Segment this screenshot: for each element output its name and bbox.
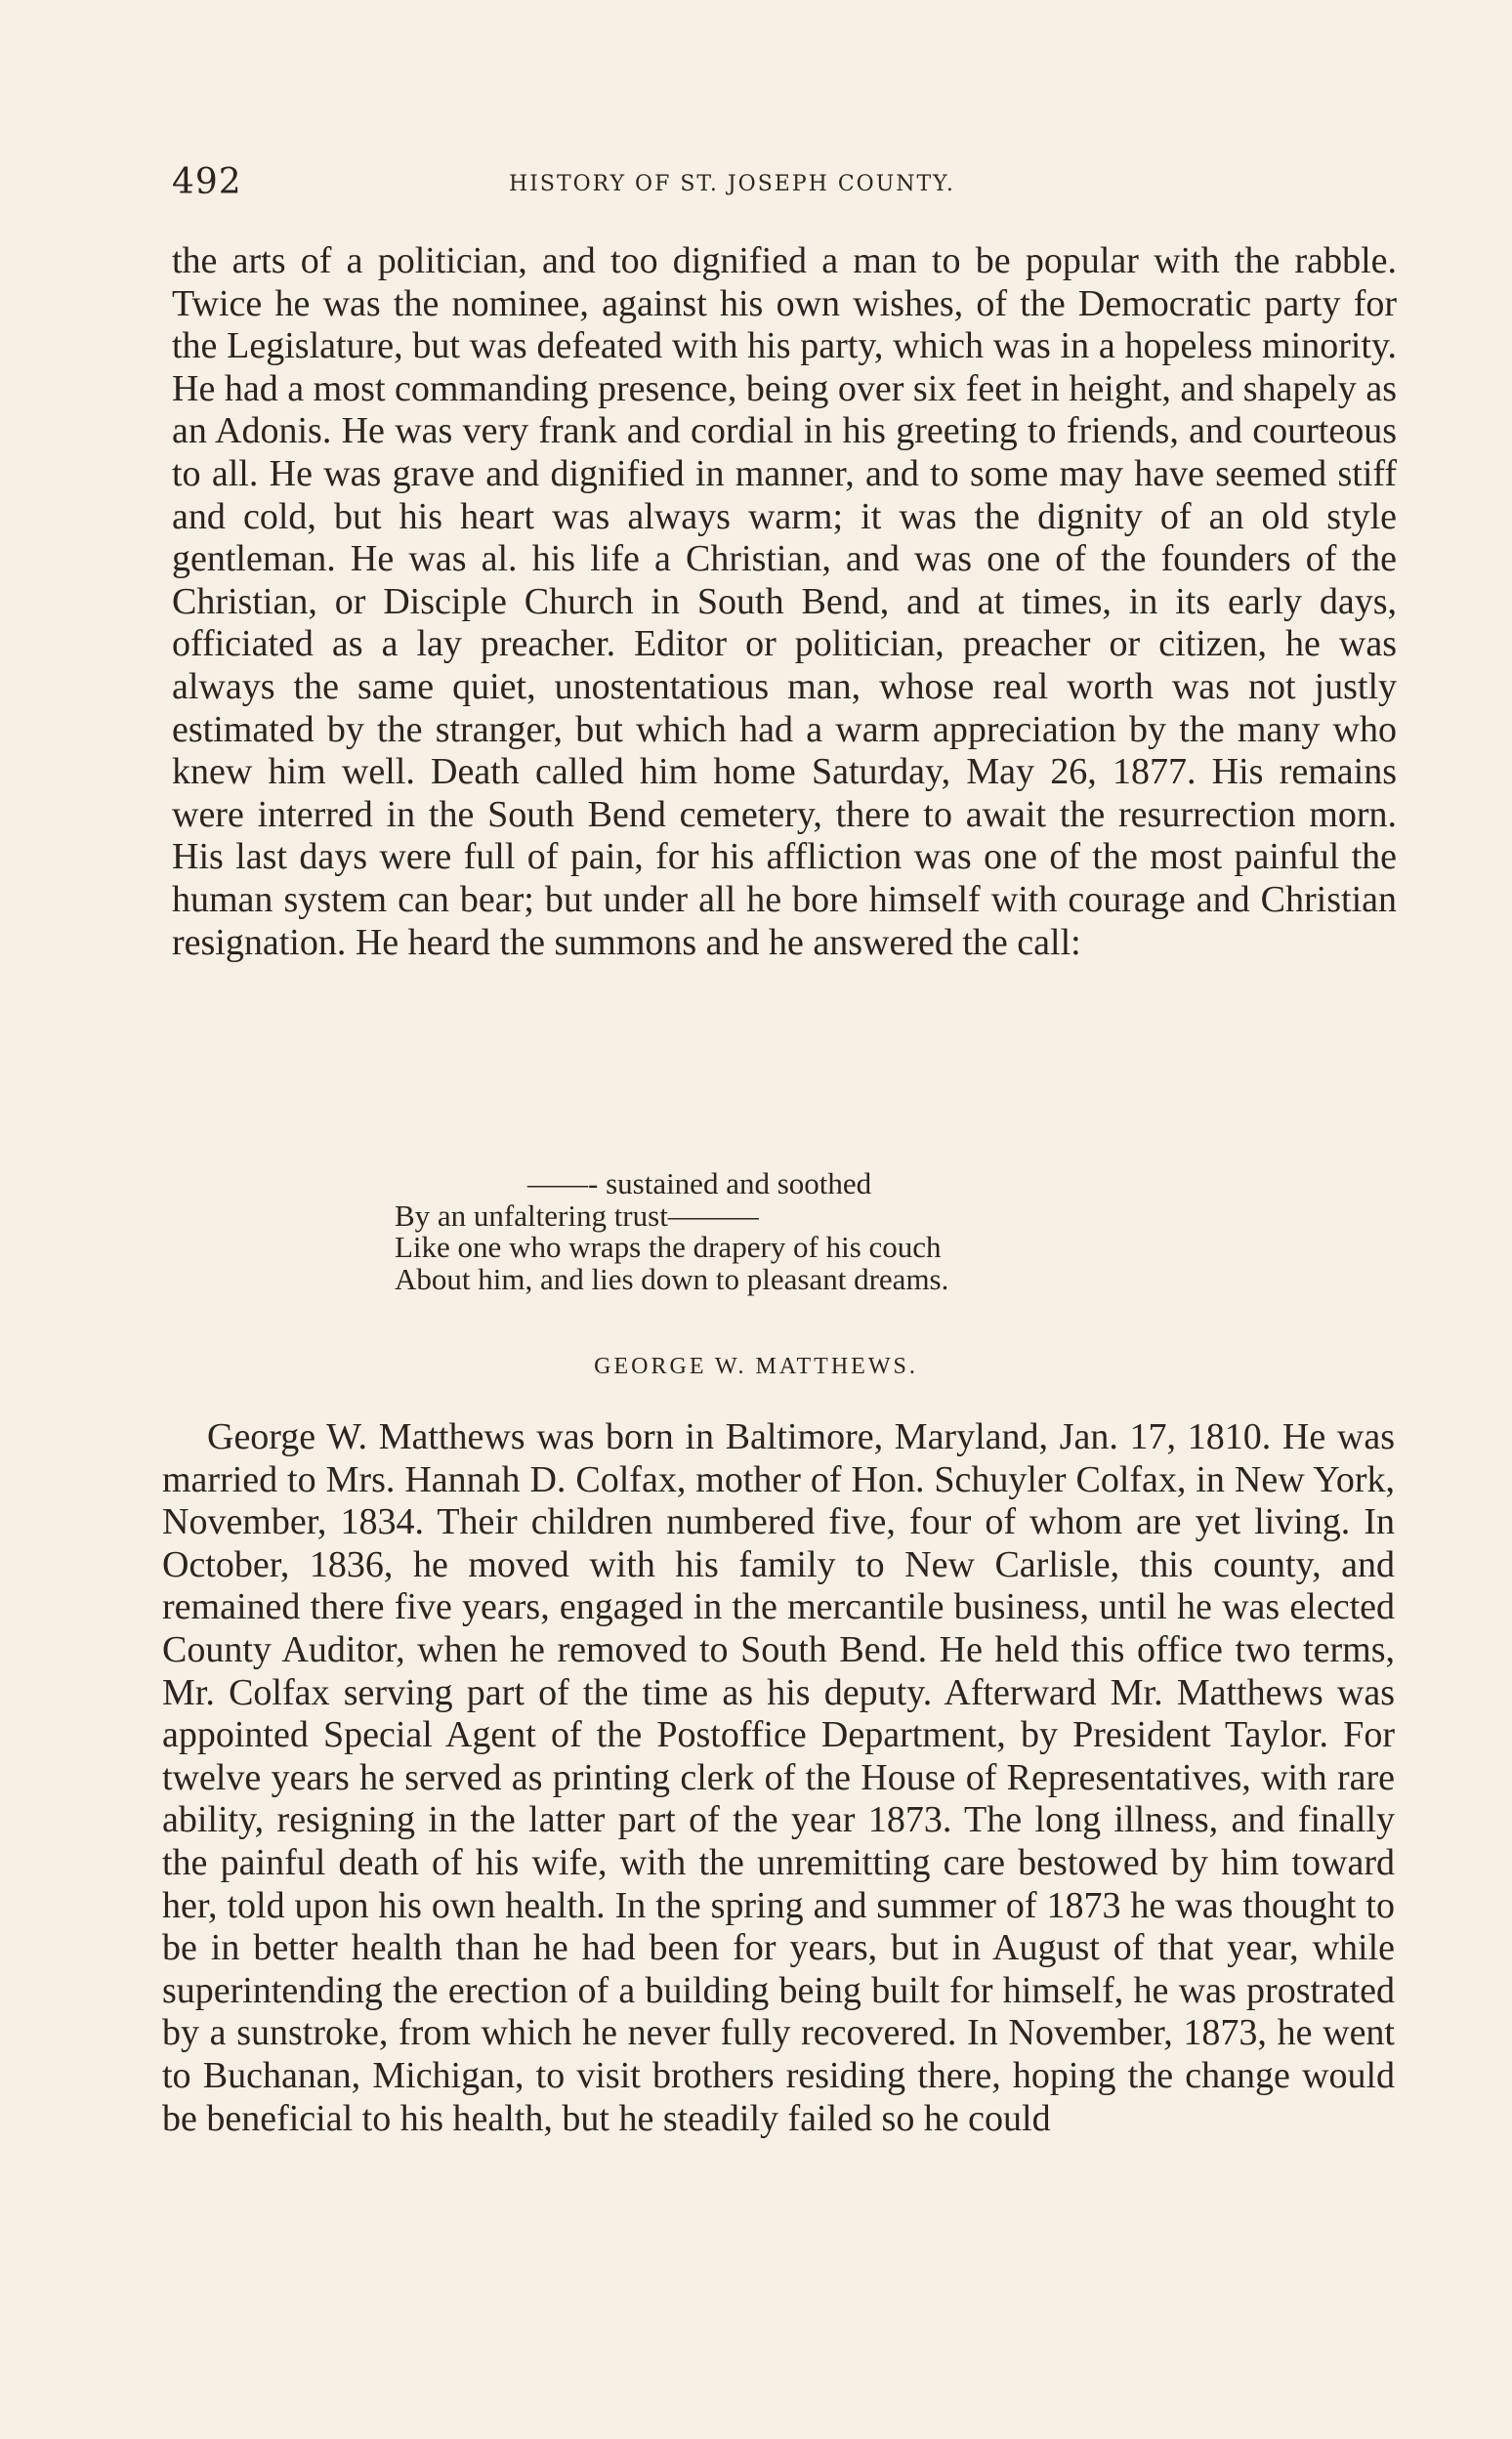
poem-quotation bbox=[395, 1168, 1098, 1295]
poem-line: By an unfaltering trust——— bbox=[395, 1198, 759, 1233]
page-number: 492 bbox=[172, 162, 242, 202]
running-title: HISTORY OF ST. JOSEPH COUNTY. bbox=[509, 172, 955, 196]
poem-line: About him, and lies down to pleasant dreams. bbox=[395, 1261, 949, 1296]
section-heading: GEORGE W. MATTHEWS. bbox=[594, 1354, 918, 1379]
page-header bbox=[172, 162, 1393, 205]
poem-line: Like one who wraps the drapery of his couch bbox=[395, 1230, 942, 1264]
poem-line: ——- sustained and soothed bbox=[527, 1166, 872, 1200]
body-paragraph-2: George W. Matthews was born in Baltimore, Maryland, Jan. 17, 1810. He was married to Mrs. Hannah D. Colfax, mother of Hon. Schuyler Colfax, in New York, November, 1834. Their children numbered five, four of whom are yet living. In October, 1836, he moved with his family to New Carlisle, this county, and remained there five years, engaged in the mercantile business, until he was elected County Auditor, when he removed to South Bend. He held this office two terms, Mr. Colfax serving part of the time as his deputy. Afterward Mr. Matthews was appointed Special Agent of the Postoffice Department, by President Taylor. For twelve years he served as printing clerk of the House of Representatives, with rare ability, resigning in the latter part of the year 1873. The long illness, and finally the painful death of his wife, with the unremitting care bestowed by him toward her, told upon his own health. In the spring and summer of 1873 he was thought to be in better health than he had been for years, but in August of that year, while superintending the erection of a building being built for himself, he was prostrated by a sunstroke, from which he never fully recovered. In November, 1873, he went to Buchanan, Michigan, to visit brothers residing there, hoping the change would be beneficial to his health, but he steadily failed so he could bbox=[162, 1416, 1395, 2139]
body-paragraph-1: the arts of a politician, and too dignified a man to be popular with the rabble. Twice he was the nominee, against his own wishes, of the Democratic party for the Legislature, but was defeated with his party, which was in a hopeless minority. He had a most commanding presence, being over six feet in height, and shapely as an Adonis. He was very frank and cordial in his greeting to friends, and courteous to all. He was grave and dignified in manner, and to some may have seemed stiff and cold, but his heart was always warm; it was the dignity of an old style gentleman. He was al. his life a Christian, and was one of the founders of the Christian, or Disciple Church in South Bend, and at times, in its early days, officiated as a lay preacher. Editor or politician, preacher or citizen, he was always the same quiet, unostentatious man, whose real worth was not justly estimated by the stranger, but which had a warm appreciation by the many who knew him well. Death called him home Saturday, May 26, 1877. His remains were interred in the South Bend cemetery, there to await the resurrection morn. His last days were full of pain, for his affliction was one of the most painful the human system can bear; but under all he bore himself with courage and Christian resignation. He heard the summons and he answered the call: bbox=[172, 240, 1397, 963]
